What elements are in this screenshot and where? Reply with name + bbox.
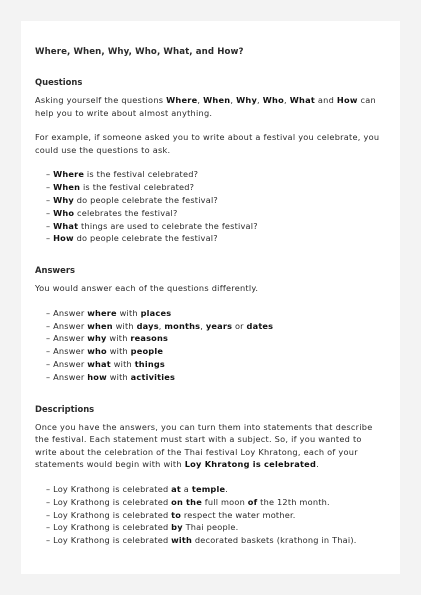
answers-list: [35, 307, 386, 384]
answer-with: with: [106, 346, 131, 357]
list-item: [46, 521, 386, 534]
intro-text: Once you have the answers, you can turn them into statements that describe the festival. Each statement must start with a subject. So, if you wanted to write about the celebration of the Thai festival Loy Khratong, each of your statements would begin with with: [35, 421, 373, 470]
list-item: – Who celebrates the festival?: [46, 207, 178, 218]
statement-end: the 12th month.: [257, 496, 330, 507]
question-text: is the festival celebrated?: [80, 182, 195, 193]
list-item: [46, 320, 386, 333]
question-keyword: Who: [53, 207, 75, 218]
answer-keyword: when: [87, 320, 113, 331]
answer-value: people: [130, 346, 164, 357]
statement-end: .: [225, 483, 229, 494]
intro-text: can help you to write about almost anything.: [35, 95, 376, 118]
statement-keyword: to: [171, 509, 182, 520]
statement-start: – Loy Krathong is celebrated: [46, 483, 172, 494]
list-item: [46, 358, 386, 371]
answer-prefix: – Answer: [46, 371, 88, 382]
keyword: Why: [236, 95, 258, 105]
answer-value: years: [205, 320, 233, 331]
question-text: celebrates the festival?: [74, 207, 178, 218]
answer-value: activities: [130, 371, 176, 382]
list-item: [46, 371, 386, 384]
statement-start: – Loy Krathong is celebrated: [46, 496, 172, 507]
keyword: What: [289, 95, 316, 105]
question-text: is the festival celebrated?: [84, 169, 199, 180]
separator: ,: [197, 95, 204, 105]
statement-text: full moon: [201, 496, 248, 507]
answer-prefix: – Answer: [46, 346, 88, 357]
statement-keyword: of: [247, 496, 258, 507]
statement-keyword: with: [171, 535, 193, 546]
answer-value: days: [136, 320, 159, 331]
page-title: Where, When, Why, Who, What, and How?: [35, 47, 244, 57]
question-keyword: How: [53, 233, 74, 244]
descriptions-heading: Descriptions: [35, 403, 95, 414]
answer-with: with: [110, 358, 135, 369]
descriptions-intro: [35, 421, 386, 471]
separator: ,: [284, 95, 290, 105]
questions-example: For example, if someone asked you to write about a festival you celebrate, you could use the questions to ask.: [35, 132, 380, 155]
statement-text: a: [181, 483, 192, 494]
answer-value: months: [164, 320, 201, 331]
question-keyword: Where: [53, 169, 85, 180]
list-item: – How do people celebrate the festival?: [46, 233, 218, 244]
statement-text: decorated baskets (krathong in Thai).: [192, 535, 357, 546]
question-keyword: When: [53, 182, 81, 193]
question-keyword: What: [53, 220, 79, 231]
keyword: How: [336, 95, 358, 105]
questions-intro: [35, 94, 386, 119]
question-keyword: Why: [53, 194, 74, 205]
list-item: – Why do people celebrate the festival?: [46, 194, 218, 205]
statement-text: respect the water mother.: [181, 509, 296, 520]
question-text: do people celebrate the festival?: [73, 194, 218, 205]
answer-value: dates: [246, 320, 274, 331]
answer-prefix: – Answer: [46, 307, 88, 318]
question-text: things are used to celebrate the festival?: [78, 220, 258, 231]
keyword: Where: [166, 95, 198, 105]
separator: ,: [200, 320, 206, 331]
separator: ,: [230, 95, 237, 105]
answer-with: with: [116, 307, 141, 318]
list-item: [46, 345, 386, 358]
answer-value: reasons: [130, 333, 169, 344]
answer-value: places: [140, 307, 172, 318]
answer-with: with: [106, 333, 131, 344]
list-item: – What things are used to celebrate the festival?: [46, 220, 258, 231]
keyword: When: [203, 95, 231, 105]
answer-prefix: – Answer: [46, 320, 88, 331]
answers-intro: You would answer each of the questions differently.: [35, 283, 259, 294]
statement-keyword: at: [171, 483, 181, 494]
descriptions-list: [35, 483, 386, 547]
keyword: Who: [262, 95, 284, 105]
separator: or: [232, 320, 247, 331]
answer-keyword: where: [87, 307, 117, 318]
list-item: [46, 483, 386, 496]
answer-value: things: [134, 358, 165, 369]
list-item: [46, 307, 386, 320]
answer-with: with: [106, 371, 131, 382]
statement-keyword: by: [171, 522, 183, 533]
statement-start: – Loy Krathong is celebrated: [46, 535, 172, 546]
statement-start: – Loy Krathong is celebrated: [46, 522, 172, 533]
answer-keyword: what: [87, 358, 111, 369]
list-item: [46, 534, 386, 547]
statement-text: Thai people.: [182, 522, 239, 533]
questions-heading: Questions: [35, 77, 83, 87]
list-item: [46, 332, 386, 345]
questions-list: [35, 168, 386, 245]
answer-prefix: – Answer: [46, 358, 88, 369]
answers-heading: Answers: [35, 265, 75, 276]
answer-keyword: who: [87, 346, 107, 357]
answer-prefix: – Answer: [46, 333, 88, 344]
answer-keyword: why: [87, 333, 107, 344]
statement-start: – Loy Krathong is celebrated: [46, 509, 172, 520]
subject-phrase: Loy Khratong is celebrated: [184, 459, 317, 470]
question-text: do people celebrate the festival?: [73, 233, 218, 244]
document-page: [21, 21, 400, 574]
list-item: – When is the festival celebrated?: [46, 182, 195, 193]
answer-keyword: how: [87, 371, 107, 382]
period: .: [316, 459, 319, 470]
statement-keyword: temple: [191, 483, 226, 494]
separator: ,: [257, 95, 263, 105]
list-item: [46, 496, 386, 509]
separator: ,: [158, 320, 165, 331]
answer-with: with: [112, 320, 137, 331]
statement-keyword: on the: [171, 496, 202, 507]
list-item: [46, 509, 386, 522]
separator: and: [315, 95, 337, 105]
list-item: – Where is the festival celebrated?: [46, 169, 199, 180]
intro-text: Asking yourself the questions: [35, 95, 167, 105]
